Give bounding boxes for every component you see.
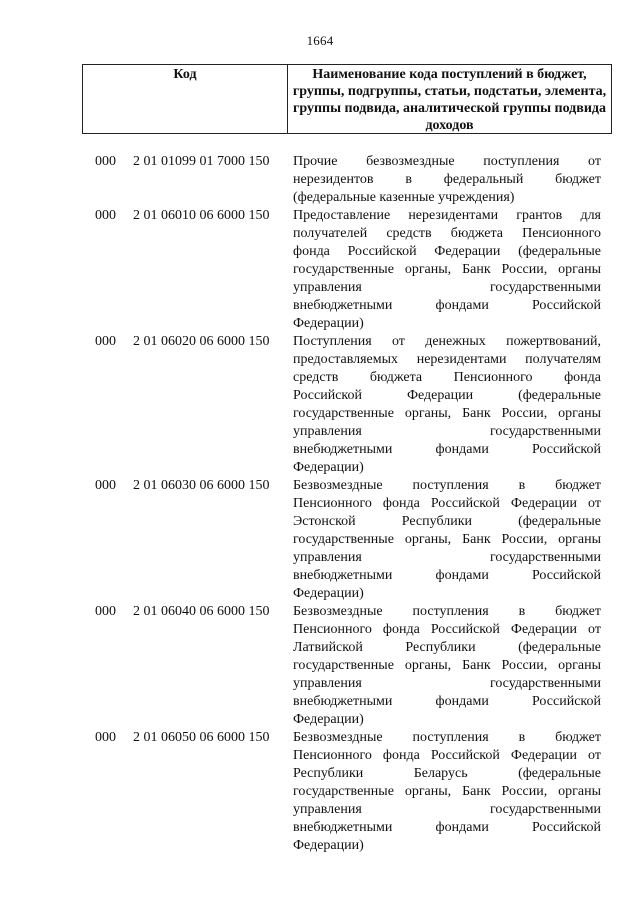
description-line: средств бюджета Пенсионного фонда — [293, 370, 601, 385]
description-line: нерезидентов в федеральный бюджет — [293, 172, 601, 187]
description-line: Прочие безвозмездные поступления от — [293, 154, 601, 169]
description-line: получателей средств бюджета Пенсионного — [293, 226, 601, 241]
admin-code: 000 — [95, 478, 116, 493]
row-description — [293, 153, 601, 207]
page-number: 1664 — [306, 33, 334, 48]
table-row — [0, 153, 640, 207]
description-line: предоставляемых нерезидентами получателям — [293, 352, 601, 367]
description-line: управления государственными — [293, 550, 601, 565]
header-code-cell: Код — [83, 65, 288, 133]
budget-code: 2 01 06050 06 6000 150 — [133, 730, 270, 745]
description-line: Пенсионного фонда Российской Федерации от — [293, 748, 601, 763]
description-line: фонда Российской Федерации (федеральные — [293, 244, 601, 259]
admin-code: 000 — [95, 730, 116, 745]
description-line: государственные органы, Банк России, органы — [293, 658, 601, 673]
admin-code: 000 — [95, 154, 116, 169]
description-line: Пенсионного фонда Российской Федерации от — [293, 622, 601, 637]
description-line: Федерации) — [293, 460, 364, 475]
description-line: государственные органы, Банк России, органы — [293, 784, 601, 799]
description-line: внебюджетными фондами Российской — [293, 820, 601, 835]
description-line: государственные органы, Банк России, органы — [293, 532, 601, 547]
description-line: государственные органы, Банк России, органы — [293, 406, 601, 421]
description-line: внебюджетными фондами Российской — [293, 694, 601, 709]
description-line: Безвозмездные поступления в бюджет — [293, 730, 601, 745]
description-line: Предоставление нерезидентами грантов для — [293, 208, 601, 223]
row-description — [293, 477, 601, 603]
row-description — [293, 333, 601, 477]
description-line: Республики Беларусь (федеральные — [293, 766, 601, 781]
budget-code: 2 01 06040 06 6000 150 — [133, 604, 270, 619]
description-line: Эстонской Республики (федеральные — [293, 514, 601, 529]
description-line: Федерации) — [293, 838, 364, 853]
table-body — [0, 153, 640, 855]
budget-code: 2 01 06020 06 6000 150 — [133, 334, 270, 349]
table-row — [0, 333, 640, 477]
budget-code: 2 01 06010 06 6000 150 — [133, 208, 270, 223]
row-description — [293, 603, 601, 729]
table-row — [0, 477, 640, 603]
description-line: управления государственными — [293, 280, 601, 295]
table-row — [0, 603, 640, 729]
table-header — [82, 64, 612, 134]
description-line: управления государственными — [293, 676, 601, 691]
description-line: Поступления от денежных пожертвований, — [293, 334, 601, 349]
description-line: Российской Федерации (федеральные — [293, 388, 601, 403]
table-row — [0, 207, 640, 333]
row-description — [293, 207, 601, 333]
admin-code: 000 — [95, 208, 116, 223]
description-line: Латвийской Республики (федеральные — [293, 640, 601, 655]
description-line: управления государственными — [293, 424, 601, 439]
description-line: Безвозмездные поступления в бюджет — [293, 478, 601, 493]
description-line: Федерации) — [293, 712, 364, 727]
description-line: внебюджетными фондами Российской — [293, 298, 601, 313]
description-line: управления государственными — [293, 802, 601, 817]
admin-code: 000 — [95, 604, 116, 619]
description-line: (федеральные казенные учреждения) — [293, 190, 515, 205]
admin-code: 000 — [95, 334, 116, 349]
budget-code: 2 01 06030 06 6000 150 — [133, 478, 270, 493]
row-description — [293, 729, 601, 855]
description-line: Федерации) — [293, 316, 364, 331]
table-row — [0, 729, 640, 855]
description-line: Федерации) — [293, 586, 364, 601]
description-line: Пенсионного фонда Российской Федерации от — [293, 496, 601, 511]
description-line: внебюджетными фондами Российской — [293, 568, 601, 583]
description-line: государственные органы, Банк России, органы — [293, 262, 601, 277]
budget-code: 2 01 01099 01 7000 150 — [133, 154, 270, 169]
header-name-cell: Наименование кода поступлений в бюджет, группы, подгруппы, статьи, подстатьи, элемента, группы подвида, аналитической группы подвида доходов — [292, 67, 607, 133]
description-line: Безвозмездные поступления в бюджет — [293, 604, 601, 619]
description-line: внебюджетными фондами Российской — [293, 442, 601, 457]
